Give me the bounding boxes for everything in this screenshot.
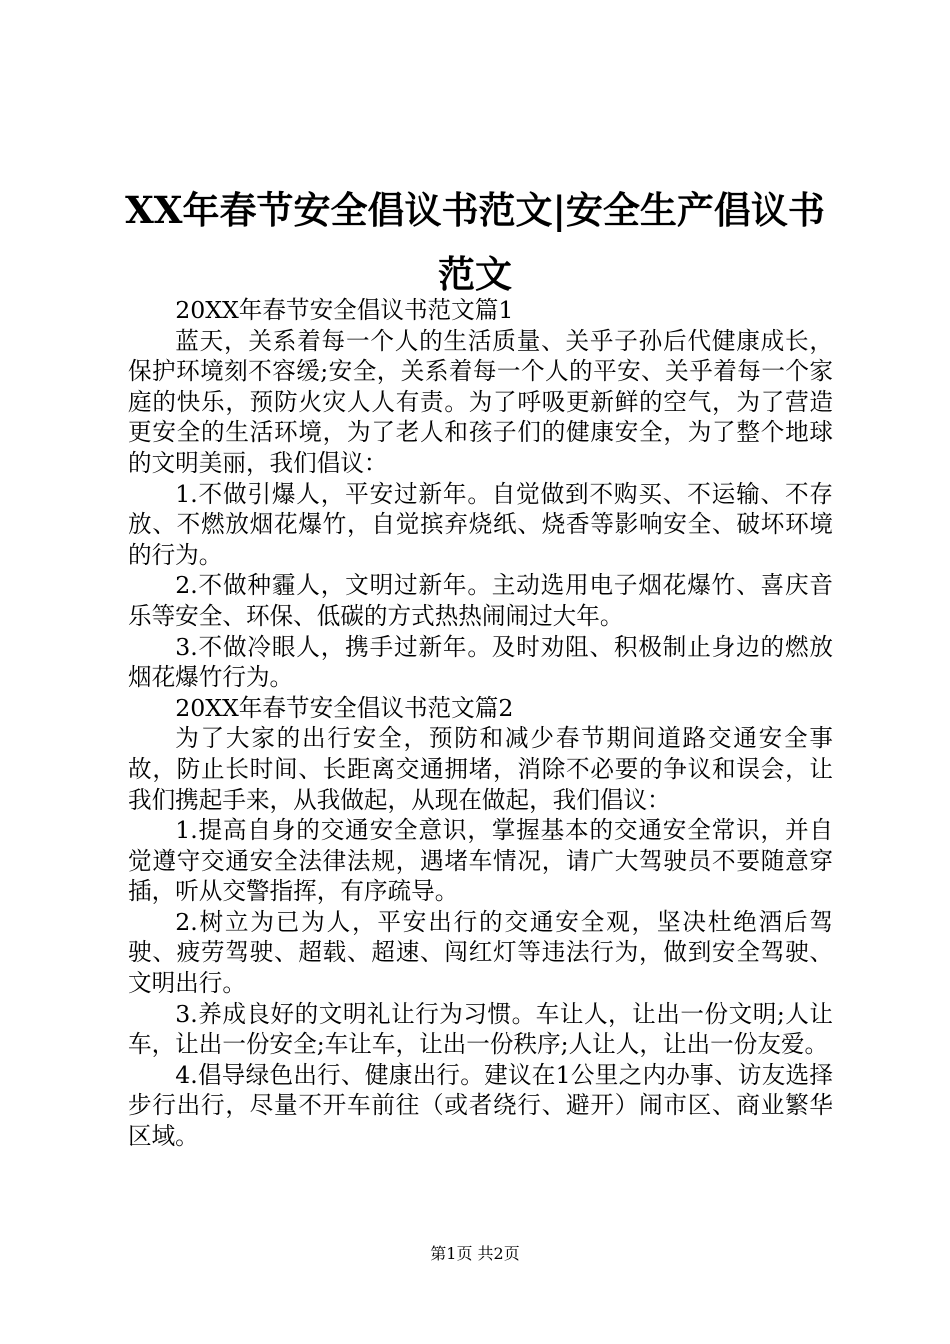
list-item: 2.树立为已为人，平安出行的交通安全观，坚决杜绝酒后驾驶、疲劳驾驶、超载、超速、闯红灯等违法行为，做到安全驾驶、文明出行。 bbox=[128, 907, 833, 998]
list-item: 3.不做冷眼人，携手过新年。及时劝阻、积极制止身边的燃放烟花爆竹行为。 bbox=[128, 632, 833, 692]
paragraph: 为了大家的出行安全，预防和减少春节期间道路交通安全事故，防止长时间、长距离交通拥堵，消除不必要的争议和误会，让我们携起手来，从我做起，从现在做起，我们倡议： bbox=[128, 724, 833, 814]
document-title: XX年春节安全倡议书范文|安全生产倡议书范文 bbox=[125, 188, 825, 296]
paragraph: 蓝天，关系着每一个人的生活质量、关乎子孙后代健康成长，保护环境刻不容缓;安全，关系着每一个人的平安、关乎着每一个家庭的快乐，预防火灾人人有责。为了呼吸更新鲜的空气，为了营造更安全的生活环境，为了老人和孩子们的健康安全，为了整个地球的文明美丽，我们倡议： bbox=[128, 326, 833, 477]
section-heading-1: 20XX年春节安全倡议书范文篇1 bbox=[175, 296, 514, 324]
list-item: 2.不做种霾人，文明过新年。主动选用电子烟花爆竹、喜庆音乐等安全、环保、低碳的方式热热闹闹过大年。 bbox=[128, 571, 833, 630]
list-item: 1.提高自身的交通安全意识，掌握基本的交通安全常识，并自觉遵守交通安全法律法规，遇堵车情况，请广大驾驶员不要随意穿插，听从交警指挥，有序疏导。 bbox=[128, 816, 833, 906]
page-footer: 第1页 共2页 bbox=[430, 1244, 520, 1263]
list-item: 3.养成良好的文明礼让行为习惯。车让人，让出一份文明;人让车，让出一份安全;车让车，让出一份秩序;人让人，让出一份友爱。 bbox=[128, 999, 833, 1059]
list-item: 1.不做引爆人，平安过新年。自觉做到不购买、不运输、不存放、不燃放烟花爆竹，自觉摈弃烧纸、烧香等影响安全、破坏环境的行为。 bbox=[128, 479, 833, 569]
list-item: 4.倡导绿色出行、健康出行。建议在1公里之内办事、访友选择步行出行，尽量不开车前往（或者绕行、避开）闹市区、商业繁华区域。 bbox=[128, 1060, 833, 1151]
document-body bbox=[128, 295, 833, 1152]
section-heading-2: 20XX年春节安全倡议书范文篇2 bbox=[175, 693, 514, 722]
